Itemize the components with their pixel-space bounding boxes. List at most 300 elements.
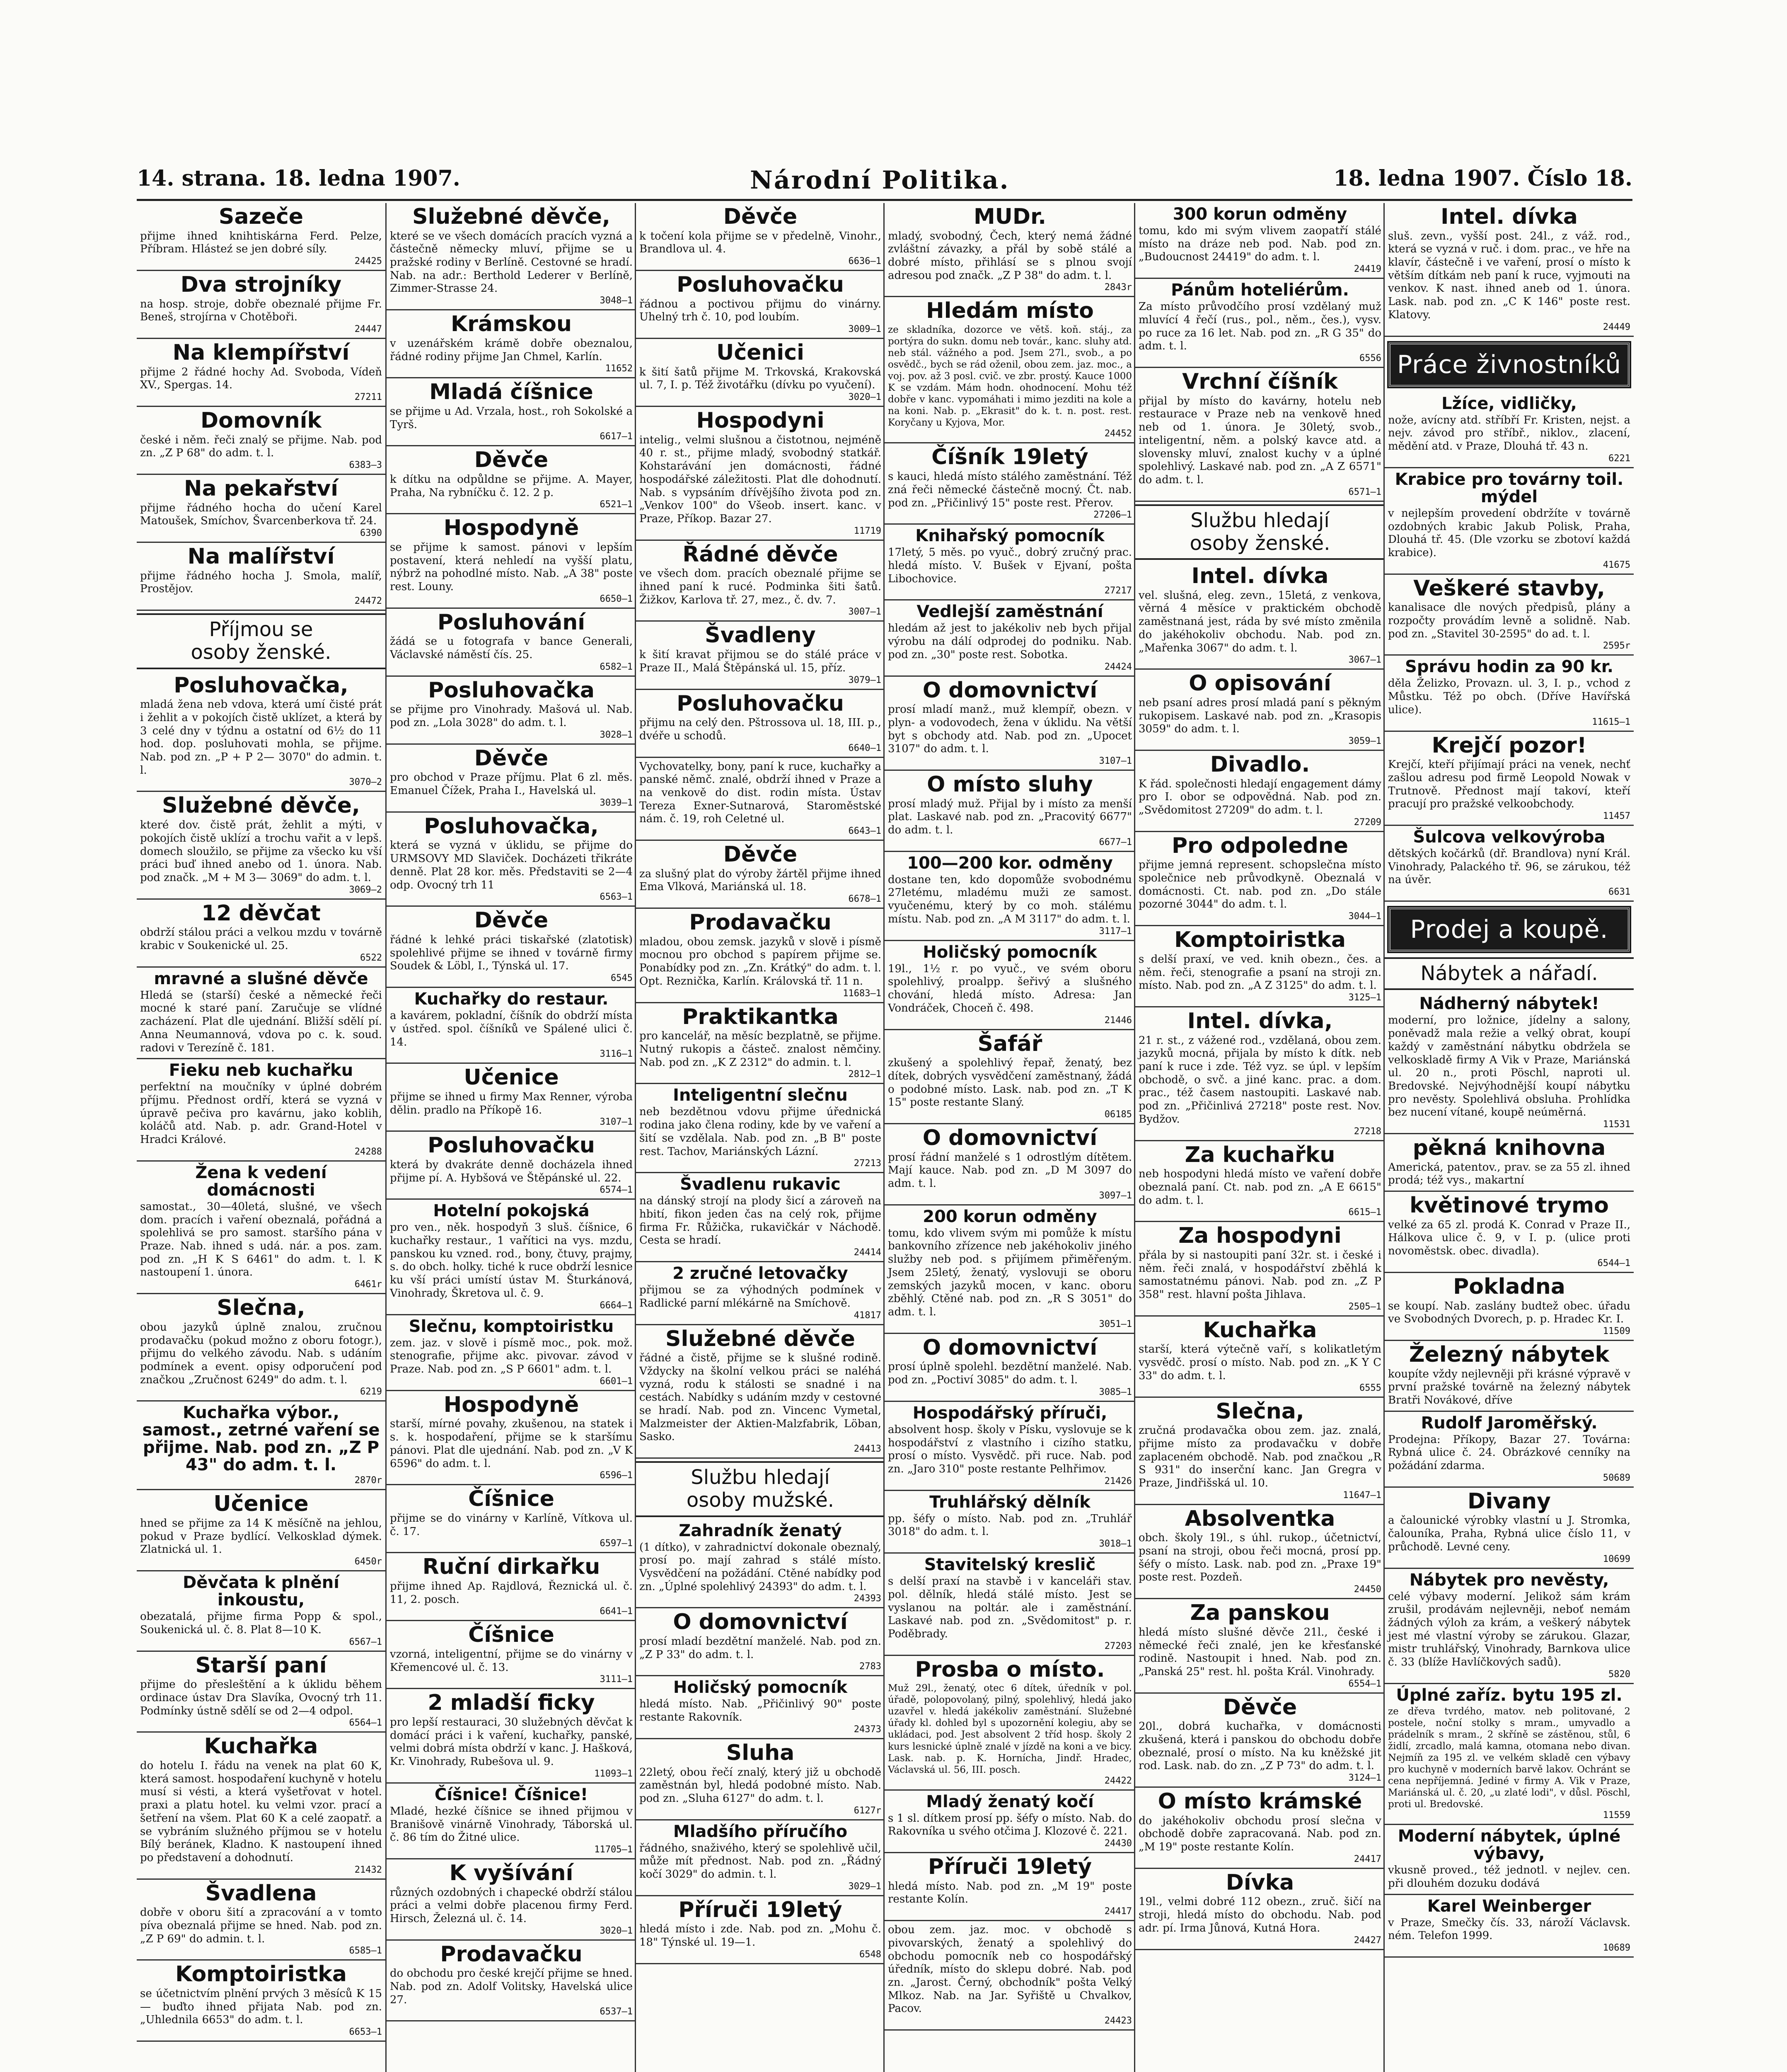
classified-ad: [1385, 1684, 1634, 1825]
ad-headline: Starší paní: [195, 1653, 327, 1678]
ad-reference-number: 3111—1: [600, 1674, 633, 1685]
ad-reference-number: 24423: [1104, 2016, 1132, 2026]
ad-reference-number: 2595r: [1603, 641, 1630, 651]
ad-text: starší, která výtečně vaří, s kolikatletým vysvědč. prosí o místo. Nab. pod zn. „K Y C 33" do adm. t. l.: [1139, 1343, 1381, 1382]
ad-reference-number: 24373: [854, 1724, 881, 1735]
classified-ad: [885, 525, 1135, 600]
classified-ad: [1135, 1398, 1385, 1505]
ad-text: vel. slušná, eleg. zevn., 15letá, z venkova, věrná 4 měsíce v praktickém obchodě zaměstnaná jest, ráda by své místo změnila do jakéhokoliv obchodu. Nab. pod zn. „Mařenka 3067" do adm. t. l.: [1139, 589, 1381, 654]
ad-headline: Děvče: [474, 448, 549, 473]
ad-reference-number: 3048—1: [600, 295, 633, 306]
ad-headline: Knihařský pomocník: [915, 526, 1105, 546]
ad-text: neb hospodyni hledá místo ve vaření dobře obeznalá paní. Ct. nab. pod zn. „A E 6615" do adm. t. l.: [1139, 1168, 1381, 1207]
ad-headline: Příruči 19letý: [678, 1897, 842, 1922]
classified-ad: [387, 514, 636, 608]
ad-headline: Praktikantka: [682, 1004, 839, 1029]
ad-headline: Hospodyni: [696, 408, 825, 433]
ad-text: ve všech dom. pracích obeznalé přijme se ihned paní k rucé. Podminka šiti šatů. Žižkov, Karlova tř. 27, mez., č. dv. 7.: [639, 567, 881, 606]
ad-reference-number: 3029—1: [848, 1881, 881, 1892]
ad-reference-number: 3020—1: [848, 392, 881, 403]
ad-headline: květinové trymo: [1410, 1193, 1609, 1218]
classified-ad: [387, 1485, 636, 1553]
ad-headline: Číšník 19letý: [931, 445, 1088, 470]
classified-ad: [885, 1656, 1135, 1791]
header-page-date: 14. strana. 18. ledna 1907.: [137, 166, 460, 191]
ad-text: do hotelu I. řádu na venek na plat 60 K, která samost. hospodaření kuchyně v hotelu musí si vésti, a která vyšetřovat v hotel. praxi a platu hotel. ku velmi vzor. prací a šetření na všem. Plat 60 K a celé zaopatř. a se vybráním služného příjmou se v hotelu Bílý beránek, Kladno. K nastoupení ihned po představení a dohodnutí.: [140, 1759, 382, 1864]
ad-text: přijme řádného hocha J. Smola, malíř, Prostějov.: [140, 569, 382, 595]
ad-text: se přijme u Ad. Vrzala, host., roh Sokolské a Tyrš.: [390, 405, 633, 431]
ad-reference-number: 6664—1: [600, 1300, 633, 1311]
classified-ad: [137, 1294, 385, 1402]
classified-ad: [885, 1491, 1135, 1554]
ad-reference-number: 3067—1: [1348, 655, 1381, 666]
ad-text: přijme se ihned u firmy Max Renner, výroba dělin. pradlo na Příkopě 16.: [390, 1090, 633, 1116]
ad-reference-number: 3116—1: [600, 1049, 633, 1060]
classified-ad: [636, 622, 885, 690]
ad-reference-number: 24447: [354, 324, 382, 335]
ad-text: dobře v oboru šití a zpracování a v tomto píva obeznalá přijme se hned. Nab. pod zn. „Z P 69" do admin. t. l.: [140, 1906, 382, 1945]
ad-text: nože, avícny atd. stříbří Fr. Kristen, nejst. a nejv. závod pro stříbř., niklov., zlacení, mědění atd. v Praze, Dlouhá tř. 43 n.: [1388, 414, 1630, 453]
classified-ad: [885, 852, 1135, 941]
ad-text: k dítku na odpůldne se přijme. A. Mayer, Praha, Na rybníčku č. 12. 2 p.: [390, 473, 633, 499]
ad-reference-number: 10699: [1603, 1554, 1630, 1564]
ad-text: k šití kravat přijmou se do stálé práce v Praze II., Malá Štěpánská ul. 15, příz.: [639, 649, 881, 674]
ad-headline: Dívka: [1226, 1870, 1294, 1895]
ad-reference-number: 41817: [854, 1310, 881, 1321]
classified-ad: [1385, 732, 1634, 826]
ad-text: prosí mladí manž., muž klempíř, obezn. v plyn- a vodovodech, žena v úklidu. Na větší byt s obchody atd. Nab. pod zn. „Upocet 3107" do adm. t. l.: [888, 703, 1132, 755]
ad-reference-number: 41675: [1603, 559, 1630, 570]
ad-reference-number: 24417: [1354, 1854, 1381, 1864]
ad-headline: Děvče: [723, 842, 798, 867]
ad-headline: Nádherný nábytek!: [1419, 994, 1599, 1014]
ad-text: prosí úplně spolehl. bezdětní manželé. Nab. pod zn. „Poctiví 3085" do adm. t. l.: [888, 1360, 1132, 1387]
classified-ad: [636, 541, 885, 622]
classified-ad: [1135, 670, 1385, 751]
ad-headline: Posluhovačka,: [174, 673, 348, 698]
ad-reference-number: 24288: [354, 1146, 382, 1157]
classified-ad: [636, 909, 885, 1003]
ad-text: hledá místo. Nab. „Přičinlivý 90" poste restante Rakovník.: [639, 1698, 881, 1724]
ad-text: 19l., 1½ r. po vyuč., ve svém oboru spolehlivý, proalpp. šeřivý a slušného chování, hledá místo. Adresa: Jan Vondráček, Choceň č. 498.: [888, 962, 1132, 1014]
classified-ad: [137, 1059, 385, 1162]
classified-ad: [636, 1325, 885, 1459]
ad-text: Mladé, hezké číšnice se ihned přijmou v Branišově vinárně Vinohrady, Táborská ul. č. 86 tím do Žitné ulice.: [390, 1805, 633, 1844]
ad-headline: Správu hodin za 90 kr.: [1405, 657, 1613, 677]
classified-ad: [137, 203, 385, 271]
classified-ad: [636, 339, 885, 407]
ad-headline: Za hospodyni: [1178, 1223, 1342, 1249]
ad-text: samostat., 30—40letá, slušné, ve všech dom. pracích i vaření obeznalá, pořádná a spolehlivá se pro samost. staršího pána v Praze. Nab. ihned s udá. nár. a pos. zam. pod zn. „H K S 6461" do adm. t. l. K nastoupení 1. února.: [140, 1200, 382, 1279]
ad-headline: Příruči 19letý: [928, 1854, 1092, 1880]
classified-ad: [387, 907, 636, 988]
ad-text: se přijme k samost. pánovi v lepším postavení, která nehledí na vyšší platu, nýbrž na pohodlné místo. Nab. „A 38" poste rest. Louny.: [390, 541, 633, 593]
ad-reference-number: 11093—1: [594, 1768, 633, 1779]
ad-headline: Holičský pomocník: [673, 1678, 848, 1697]
ad-reference-number: 21432: [354, 1864, 382, 1875]
column-3: [635, 203, 885, 2072]
ad-headline: Ruční dirkařku: [422, 1554, 600, 1580]
ad-text: perfektní na moučníky v úplné dobrém příjmu. Přednost ordří, která se vyzná v úpravě pečiva pro kavárnu, jako koblih, koláčů atd. Nab. p. adr. Grand-Hotel v Hradci Králové.: [140, 1081, 382, 1146]
classified-ad: [387, 1391, 636, 1485]
ad-text: celé výbavy moderní. Jelikož sám krám zrušil, prodávám nejlevněji, neboť nemám žádných výloh za krám, a veškerý nábytek jest mé vlastní výroby se zárukou. Glazar, mistr truhlářský, Vinohrady, Barnkova ulice č. 33 (blíže Havlíčkových sadů).: [1388, 1590, 1630, 1669]
classified-ad: [1135, 1317, 1385, 1398]
classified-ad: [387, 1621, 636, 1689]
ad-reference-number: 2812—1: [848, 1069, 881, 1080]
ad-headline: Děvče: [474, 908, 549, 933]
ad-text: přijal by místo do kavárny, hotelu neb restaurace v Praze neb na venkově hned neb od 1. února. Je 30letý, svob., inteligentní, něm. a polský kavce atd. a slovensky mluví, znalost kuchy v a úplné spolehlivý. Laskavé nab. pod zn. „A Z 6571" do adm. t. l.: [1139, 395, 1381, 486]
ad-text: k točení kola přijme se v předelně, Vinohr., Brandlova ul. 4.: [639, 230, 881, 256]
ad-reference-number: 6221: [1608, 453, 1630, 464]
ad-reference-number: 2843r: [1104, 282, 1132, 293]
section-heading: Službu hledají osoby ženské.: [1135, 504, 1385, 560]
classified-ad: [137, 1652, 385, 1733]
classified-ad: [636, 203, 885, 271]
ad-headline: Truhlářský dělník: [929, 1492, 1091, 1512]
ad-text: zručná prodavačka obou zem. jaz. znalá, přijme místo za prodavačku v dobře zaplaceném obchodě. Nab. pod značkou „R S 931" do inserční kanc. Jan Gregra v Praze, Jindřišská ul. 10.: [1139, 1424, 1381, 1489]
ad-text: která by dvakráte denně docházela ihned přijme pí. A. Hybšová ve Štěpánské ul. 22.: [390, 1158, 633, 1184]
ad-text: přijme řádného hocha do učení Karel Matoušek, Smíchov, Švarcenberkova tř. 24.: [140, 501, 382, 528]
classified-ad: [387, 310, 636, 378]
ad-text: obdrží stálou práci a velkou mzdu v továrně krabic v Soukenické ul. 25.: [140, 926, 382, 952]
ad-text: Americká, patentov., prav. se za 55 zl. ihned prodá; též vys., makartní: [1388, 1161, 1630, 1187]
ad-text: absolvent hosp. školy v Písku, vyslovuje se k hospodářství z vlastního i cizího statku, prosí o místo. Vysvědč. při ruce. Nab. pod zn. „Jaro 310" poste restante Pelhřimov.: [888, 1423, 1132, 1475]
ad-text: na hosp. stroje, dobře obeznalé přijme Fr. Beneš, strojírna v Chotěboři.: [140, 298, 382, 324]
ad-headline: Absolventka: [1185, 1506, 1335, 1531]
ad-headline: Intel. dívka: [1441, 204, 1578, 229]
ad-headline: Posluhovačka: [428, 678, 595, 703]
ad-reference-number: 24425: [354, 256, 382, 267]
header-issue: 18. ledna 1907. Číslo 18.: [1333, 166, 1632, 191]
classified-ad: [1135, 1007, 1385, 1141]
classified-ad: [137, 900, 385, 968]
ad-headline: O domovnictví: [922, 678, 1098, 703]
classified-ad: [1135, 926, 1385, 1007]
ad-text: zkušený a spolehlivý řepař, ženatý, bez dítek, dobrých vysvědčení zaměstnaný, žádá o podobné místo. Lask. nab. pod zn. „T K 15" poste restante Slaný.: [888, 1057, 1132, 1109]
ad-headline: Zahradník ženatý: [679, 1521, 842, 1540]
ad-headline: Řádné děvče: [682, 542, 838, 567]
ad-headline: Služebné děvče,: [412, 204, 610, 229]
ad-text: mladý, svobodný, Čech, který nemá žádné zvláštní závazky, a přál by sobě stálé a dobré místo, přihlásí se s plnou svojí adresou pod značk. „Z P 38" do adm. t. l.: [888, 230, 1132, 282]
classified-ad: [636, 271, 885, 339]
ad-headline: Domovník: [200, 408, 322, 433]
ad-headline: Železný nábytek: [1409, 1342, 1610, 1367]
ad-text: řádného, snaživého, který se spolehlivě učil, může mít přednost. Nab. pod zn. „Řádný kočí 3029" do admin. t. l.: [639, 1842, 881, 1881]
ad-text: sluš. zevn., vyšší post. 24l., z váž. rod., která se vyzná v ruč. i dom. prac., ve hře na klavír, částečně i ve vaření, prosí o místo k větším dítkám neb paní k ruce, vyjmouti na venkov. K nast. ihned aneb od 1. února. Lask. nab. pod zn. „C K 146" poste rest. Klatovy.: [1388, 230, 1630, 321]
ad-reference-number: 27209: [1354, 817, 1381, 828]
classified-ad: [1385, 826, 1634, 902]
ad-headline: Hledám místo: [926, 298, 1094, 324]
ad-text: 19l., velmi dobré 112 obezn., zruč. šičí na stroji, hledá místo do obchodu. Nab. pod adr. pí. Irma Jůnová, Kutná Hora.: [1139, 1895, 1381, 1934]
classified-ad: [1135, 1141, 1385, 1222]
ad-headline: Mladý ženatý kočí: [926, 1792, 1094, 1811]
ad-headline: Šafář: [977, 1031, 1042, 1056]
ad-text: K řád. společnosti hledají engagement dámy pro I. obor se odpovědná. Nab. pod zn. „Svědomitost 27209" do adm. t. l.: [1139, 777, 1381, 816]
ad-headline: Vedlejší zaměstnání: [916, 602, 1103, 622]
ad-headline: Učenice: [464, 1065, 559, 1090]
classified-ad: [636, 1003, 885, 1084]
classified-ad: [1385, 1412, 1634, 1488]
classified-ad: [1135, 751, 1385, 832]
ad-reference-number: 6548: [859, 1949, 881, 1960]
ad-reference-number: 11652: [605, 363, 633, 374]
classified-ad: [636, 1820, 885, 1896]
ad-headline: Učenice: [213, 1491, 309, 1517]
ad-text: koupíte vždy nejlevněji při krásné výpravě v první pražské továrně na železný nábytek Bratři Novákové, dříve: [1388, 1368, 1630, 1406]
ad-reference-number: 6555: [1359, 1382, 1381, 1393]
classified-ad: [1385, 468, 1634, 575]
newspaper-title: Národní Politika.: [750, 166, 1010, 195]
ad-reference-number: 6643—1: [848, 826, 881, 837]
classified-ad: [387, 1132, 636, 1200]
ad-reference-number: 27217: [1104, 586, 1132, 596]
ad-reference-number: 11509: [1603, 1326, 1630, 1336]
classified-ad: [636, 690, 885, 758]
ad-reference-number: 6544—1: [1597, 1258, 1630, 1268]
ad-text: Prodejna: Příkopy, Bazar 27. Továrna: Rybná ulice č. 24. Obrázkové cenníky na požádání zdarma.: [1388, 1433, 1630, 1472]
classified-ad: [885, 677, 1135, 771]
ad-headline: 200 korun odměny: [923, 1207, 1097, 1226]
ad-headline: pěkná knihovna: [1412, 1135, 1606, 1161]
ad-reference-number: 6585—1: [349, 1946, 382, 1956]
classified-ad: [137, 1402, 385, 1490]
ad-text: v Praze, Smečky čís. 33, nároží Václavsk. ném. Telefon 1999.: [1388, 1916, 1630, 1942]
ad-headline: Posluhovačka,: [424, 813, 599, 839]
ad-reference-number: 11719: [854, 525, 881, 536]
ad-headline: Stavitelský kreslič: [924, 1555, 1096, 1575]
ad-reference-number: 6615—1: [1348, 1207, 1381, 1218]
ad-headline: Intel. dívka: [1191, 564, 1329, 589]
ad-headline: Za kuchařku: [1185, 1142, 1335, 1167]
ad-text: 22letý, obou řečí znalý, který již u obchodě zaměstnán byl, hledá podobné místo. Nab. pod zn. „Sluha 6127" do adm. t. l.: [639, 1766, 881, 1805]
ad-text: hledá místo slušné děvče 21l., české i německé řeči znalé, jen ke křesťanské rodině. Nastoupit i hned. Nab. pod zn. „Panská 25" rest. hl. pošta Král. Vinohrady.: [1139, 1626, 1381, 1678]
ad-reference-number: 6563—1: [600, 892, 633, 903]
ad-reference-number: 3059—1: [1348, 736, 1381, 746]
ad-text: a čalounické výrobky vlastní u J. Stromka, čalouníka, Praha, Rybná ulice číslo 11, v průchodě. Levné ceny.: [1388, 1514, 1630, 1553]
classified-ad: [387, 1553, 636, 1621]
ad-reference-number: 24452: [1104, 428, 1132, 439]
ad-reference-number: 6641—1: [600, 1606, 633, 1617]
classified-ad: [387, 988, 636, 1064]
ad-reference-number: 6383—3: [349, 460, 382, 471]
ad-text: které se ve všech domácích pracích vyzná a částečně německy mluví, přijme se u pražské rodiny v Berlíně. Cestovné se hradí. Nab. na adr.: Berthold Lederer v Berlíně, Zimmer-Strasse 24.: [390, 230, 633, 295]
classified-ad: [137, 1733, 385, 1879]
ad-text: prosí mladý muž. Přijal by i místo za menší plat. Laskavé nab. pod zn. „Pracovitý 6677" do adm. t. l.: [888, 797, 1132, 837]
ad-reference-number: 3018—1: [1099, 1539, 1132, 1549]
ad-text: Muž 29l., ženatý, otec 6 dítek, úředník v pol. úřadě, polopovolaný, pilný, spolehlivý, hledá jako uzavřel v. hledá jakékoliv zaměstnání. Služebné úřady kl. dohled byl s upozornění kolegiu, aby se ukládaci, pod. Jest absolvent 2 tříd hosp. školy 2 kurs lesnické úplně znalé v jízdě na koni a ve bicy. Lask. nab. p. K. Hornícha, Jindř. Hradec, Václavská ul. 56, III. posch.: [888, 1683, 1132, 1775]
ad-headline: 2 zručné letovačky: [672, 1264, 848, 1283]
ad-text: a kavárem, pokladní, číšník do obdrží místa v ústřed. spol. číšníků ve Spálené ulici č. 14.: [390, 1009, 633, 1048]
ad-headline: Inteligentní slečnu: [673, 1086, 848, 1105]
ad-text: přijme do přesleštění a k úklidu během ordinace ústav Dra Slavíka, Ovocný trh 11. Podmínky ústně sdělí se od 2—4 odpol.: [140, 1678, 382, 1717]
ad-reference-number: 27211: [354, 392, 382, 403]
ad-text: (1 dítko), v zahradnictví dokonale obeznalý, prosí po. mají zahrad s stálé místo. Vysvědčení na požádání. Ctěné nabídky pod zn. „Úplné spolehlivý 24393" do adm. t. l.: [639, 1541, 881, 1593]
classified-ad: [636, 1739, 885, 1820]
ad-headline: Sluha: [726, 1740, 795, 1765]
ad-reference-number: 27206—1: [1093, 510, 1132, 520]
ad-reference-number: 6574—1: [600, 1185, 633, 1196]
classified-ad: [885, 1030, 1135, 1124]
ad-headline: Krejčí pozor!: [1432, 733, 1587, 758]
ad-text: s 1 sl. dítkem prosí pp. šéfy o místo. Nab. do Rakovníka u svého otčima J. Klozové č. 221.: [888, 1812, 1132, 1838]
ad-headline: Kuchařka: [1203, 1317, 1317, 1343]
ad-text: hledá místo i zde. Nab. pod zn. „Mohu č. 18" Týnské ul. 19—1.: [639, 1923, 881, 1949]
ad-text: moderní, pro ložnice, jídelny a salony, poněvadž mala režie a velký obrat, koupí každý v zaměstnání nábytku obdržela se velkoskladě firmy A Vik v Praze, Mariánská ul. 20 n., proti Pöschl, naproti ul. Bredovské. Nejvýhodnější koupí nábytku pro nevěsty. Spolehlivá obsluha. Prohlídka bez nucení vítané, koupě neúměrná.: [1388, 1014, 1630, 1119]
classified-ad: [1385, 1192, 1634, 1273]
classified-ad: [387, 813, 636, 907]
ad-text: 21 r. st., z vážené rod., vzdělaná, obou zem. jazyků mocná, přijala by místo k dítk. neb paní k ruce i zde. Též vyz. se úpl. v lepším obchodě, o svč. a jiné kanc. prac. a dom. prac., též časem nastoupiti. Laskavé nab. pod zn. „Přičinlivá 27218" poste rest. Nov. Bydžov.: [1139, 1034, 1381, 1126]
section-heading: Příjmou se osoby ženské.: [137, 613, 385, 669]
ad-text: se přijme pro Vinohrady. Mašová ul. Nab. pod zn. „Lola 3028" do adm. t. l.: [390, 703, 633, 729]
classified-ad: [137, 1880, 385, 1961]
ad-text: přijme ihned knihtiskárna Ferd. Pelze, Příbram. Hlásteź se jen dobré síly.: [140, 230, 382, 256]
ad-text: hned se přijme za 14 K měsíčně na jehlou, pokud v Praze bydlící. Velkosklad dýmek. Zlatnická ul. 1.: [140, 1517, 382, 1556]
ad-headline: Děvče: [474, 746, 549, 771]
classified-ad: [885, 203, 1135, 297]
ad-text: s kauci, hledá místo stálého zaměstnání. Též zná řeči německé částečně mocný. Čt. nab. pod zn. „Přičinlivý 15" poste rest. Přerov.: [888, 470, 1132, 509]
ad-text: obou zem. jaz. moc. v obchodě s pivovarských, ženatý a spolehlivý do obchodu pomocník neb co hospodářský úředník, místo do sklepu dobré. Nab. pod zn. „Jarost. Černý, obchodník" pošta Velký Mlkoz. Nab. na Jar. Syřiště u Chvalkov, Pacov.: [888, 1924, 1132, 2015]
ad-reference-number: 6640—1: [848, 743, 881, 753]
ad-headline: Děvče: [1223, 1694, 1297, 1720]
ad-headline: Lžíce, vidličky,: [1441, 394, 1577, 413]
ad-reference-number: 24449: [1603, 322, 1630, 332]
ad-text: pro obchod v Praze příjmu. Plat 6 zl. měs. Emanuel Čížek, Praha I., Havelská ul.: [390, 771, 633, 797]
ad-text: Krejčí, kteří přijímají práci na venek, nechť zašlou adresu pod firmě Leopold Nowak v Trutnově. Přednost mají takoví, kteří pracují pro pražské velkoobchody.: [1388, 758, 1630, 811]
classified-ad: [1135, 368, 1385, 502]
ad-headline: Děvče: [723, 204, 798, 229]
ad-reference-number: 6597—1: [600, 1538, 633, 1549]
ad-headline: Krámskou: [450, 312, 572, 337]
ad-headline: Číšnice! Číšnice!: [434, 1785, 588, 1804]
classified-ad: [387, 1200, 636, 1315]
section-banner: Prodej a koupě.: [1389, 908, 1630, 951]
ad-reference-number: 24430: [1104, 1838, 1132, 1849]
ad-headline: Na malířství: [187, 544, 335, 569]
ad-text: řádnou a poctivou přijmu do vinárny. Uhelný trh č. 10, pod loubím.: [639, 298, 881, 324]
ad-text: hledá místo. Nab. pod zn. „M 19" poste restante Kolín.: [888, 1880, 1132, 1906]
ad-text: obch. školy 19l., s úhl. rukop., účetnictví, psaní na stroji, obou řeči mocná, prosí pp. šéfy o místo. Lask. nab. pod zn. „Praxe 19" poste rest. Pozdeň.: [1139, 1532, 1381, 1584]
section-banner: Práce živnostníků: [1389, 343, 1630, 387]
classified-ad: [885, 1334, 1135, 1402]
classified-ad: [885, 1853, 1135, 1921]
ad-text: v nejlepším provedení obdržíte v továrně ozdobných krabic Jakub Polisk, Praha, Dlouhá tř. 45. (Dle vzorku se zbotoví každá krabice).: [1388, 507, 1630, 559]
ad-reference-number: 27213: [854, 1158, 881, 1169]
ad-text: neb bezdětnou vdovu přijme úřednická rodina jako člena rodiny, kde by ve vaření a šití se vzdělala. Nab. pod zn. „B B" poste rest. Tachov, Mariánských Lázní.: [639, 1106, 881, 1158]
column-2: [385, 203, 636, 2072]
ad-reference-number: 3039—1: [600, 797, 633, 808]
classified-ad: [387, 1859, 636, 1941]
ad-reference-number: 3009—1: [848, 324, 881, 335]
ad-headline: Děvčata k plnění inkoustu,: [183, 1573, 339, 1610]
ad-reference-number: 11559: [1603, 1810, 1630, 1821]
classified-ad: [1135, 562, 1385, 670]
classified-ad: [636, 841, 885, 909]
classified-ad: [1385, 203, 1634, 337]
ad-text: mladou, obou zemsk. jazyků v slově i písmě mocnou pro obchod s papírem přijme se. Ponabídky pod zn. „Zn. Krátký" do adm. t. l. Opt. Reznička, Karlín. Královská tř. 11 n.: [639, 935, 881, 988]
classified-ad: [1385, 1569, 1634, 1684]
ad-reference-number: 50689: [1603, 1472, 1630, 1483]
ad-headline: O domovnictví: [922, 1125, 1098, 1150]
ad-headline: Moderní nábytek, úplné výbavy,: [1398, 1827, 1621, 1864]
ad-reference-number: 3079—1: [848, 675, 881, 685]
ad-headline: Krabice pro továrny toil. mýdel: [1395, 470, 1624, 506]
ad-headline: Hospodyně: [443, 1392, 579, 1417]
ad-text: obezatalá, přijme firma Popp & spol., Soukenická ul. č. 8. Plat 8—10 K.: [140, 1610, 382, 1636]
ad-text: 20l., dobrá kuchařka, v domácnosti zkušená, která i panskou do obchodu dobře obeznalé, prosí o místo. Na ku kněžské jit rod. Lask. nab. do zn. „Z P 73" do adm. t. l.: [1139, 1720, 1381, 1772]
ad-reference-number: 6677—1: [1099, 837, 1132, 847]
ad-text: intelig., velmi slušnou a čistotnou, nejméně 40 r. st., přijme mladý, svobodný statkář. Kohstarávání jen domácnosti, řádné hospodářské záležitosti. Plat dle dohodnutí. Nab. s vypsáním dřívějšího života pod zn. „Venkov 100" do Všeob. insert. kanc. v Praze, Příkop. Bazar 27.: [639, 433, 881, 525]
classified-ad: [1385, 992, 1634, 1134]
column-5: [1134, 203, 1385, 2072]
ad-headline: Učenici: [716, 340, 804, 366]
classified-ad: [885, 941, 1135, 1030]
ad-text: dostane ten, kdo dopomůže svobodnému 27letému, mladému muži ze samost. vyučenému, který by co moh. stálému místu. Nab. pod zn. „A M 3117" do adm. t. l.: [888, 873, 1132, 925]
ad-reference-number: 6650—1: [600, 593, 633, 604]
ad-reference-number: 2870r: [354, 1475, 382, 1486]
classified-ad: [137, 1490, 385, 1571]
ad-headline: Hospodářský příruči,: [912, 1403, 1108, 1423]
column-1: [137, 203, 385, 2072]
ad-headline: Dva strojníky: [180, 272, 342, 298]
classifieds-page: [137, 203, 1632, 2072]
classified-ad: [387, 378, 636, 446]
ad-reference-number: 6653—1: [349, 2027, 382, 2038]
ad-text: ze skladníka, dozorce ve větš. koň. stáj., za portýra do sukn. domu neb továr., kanc. sluhy atd. neb stál. vážného a pod. Jsem 27l., svob., a po osvědč., bych se rád oženil, obou zem. jaz. moc., a voj. pov. až 3 posl. cvič. ve zbr. prostý. Kauce 1000 K se vzdám. Mám hodn. ohodnocení. Mohu též dobře v kanc. vypomáhati i mimo jezditi na kole a na koni. Nab. p. „Ekrasit" do k. t. n. post. rest. Koryčany u Kyjova, Mor.: [888, 324, 1132, 428]
ad-headline: Posluhovačku: [677, 691, 844, 716]
ad-text: ze dřeva tvrdého, matov. neb politované, 2 postele, noční stolky s mram., umyvadlo a prádelník s mram., 2 skříně se zástěnou, stůl, 6 židlí, zrcadlo, malá kamna, otomana nebo divan. Nejmíň za 195 zl. ve velkém skladě cen výbavy pro kuchyně v moderních barvě lakov. Ochránt se cena nepříjemná. Jediné v firmy A. Vik v Praze, Mariánská ul. č. 20, „u zlaté lodi", v důsl. Pöschl, proti ul. Bredovské.: [1388, 1706, 1630, 1810]
ad-headline: Kuchařky do restaur.: [414, 990, 609, 1009]
ad-text: pro ven., něk. hospodyň 3 sluš. číšnice, 6 kuchařky restaur., 1 vařítici na vys. mzdu, panskou ku vzned. rod., bony, čtuvy, prajmy, s. do obch. holky. tiché k ruce obdrží lesnice ku vší práci umístí ústav M. Šturkánová, Vinohrady, Škretova ul. č. 9.: [390, 1221, 633, 1300]
ad-headline: Hospodyně: [443, 516, 579, 541]
ad-text: které dov. čistě prát, žehlit a mýti, v pokojích čistě uklízí a trochu vařit a v lepš. domech sloužilo, se přijme za všecko ku vší práci buď ihned anebo od 1. února. Nab. pod značk. „M + M 3— 3069" do adm. t. l.: [140, 819, 382, 884]
ad-headline: Pánům hoteliérům.: [1171, 281, 1349, 300]
ad-text: české i něm. řeči znalý se přijme. Nab. pod zn. „Z P 68" do adm. t. l.: [140, 433, 382, 460]
classified-ad: [885, 297, 1135, 443]
ad-text: do obchodu pro české krejčí přijme se hned. Nab. pod zn. Adolf Volitsky, Havelská ulice 27.: [390, 1967, 633, 2006]
classified-ad: [885, 600, 1135, 676]
ad-headline: Sazeče: [218, 204, 304, 229]
classified-ad: [137, 1961, 385, 2042]
classified-ad: [1385, 1825, 1634, 1895]
classified-ad: [1135, 203, 1385, 279]
ad-reference-number: 6567—1: [349, 1636, 382, 1647]
ad-headline: 300 korun odměny: [1173, 205, 1347, 224]
ad-text: se účetnictvím plnění prvých 3 měsíců K 15— buďto ihned přijata Nab. pod zn. „Uhlednila 6653" do adm. t. l.: [140, 1987, 382, 2026]
ad-text: řádné k lehké práci tiskařské (zlatotisk) spolehlivé přijme se ihned v továrně firmy Soudek & Löbl, I., Týnská ul. 17.: [390, 933, 633, 973]
ad-text: děla Želizko, Provazn. ul. 3, I. p., vchod z Můstku. Též po obch. (Dříve Havířská ulice).: [1388, 677, 1630, 716]
classified-ad: [387, 1064, 636, 1132]
ad-headline: Švadleny: [705, 623, 816, 648]
ad-reference-number: 11705—1: [594, 1844, 633, 1855]
classified-ad: [1385, 575, 1634, 656]
ad-headline: Prodavačku: [689, 910, 832, 935]
ad-reference-number: 24424: [1104, 661, 1132, 672]
classified-ad: [1385, 656, 1634, 731]
classified-ad: [387, 677, 636, 745]
ad-reference-number: 11531: [1603, 1119, 1630, 1130]
ad-text: Hledá se (starší) české a německé řeči mocné k staré paní. Zaručuje se vlídné zacházení. Plat dle ujednání. Bližší sdělí pí. Anna Neumannová, vdova po c. k. soud. radovi v Terezíně č. 181.: [140, 989, 382, 1054]
ad-headline: O místo krámské: [1158, 1789, 1362, 1814]
ad-reference-number: 3007—1: [848, 607, 881, 617]
ad-text: prosí řádní manželé s 1 odrostlým dítětem. Mají kauce. Nab. pod zn. „D M 3097 do adm. t. l.: [888, 1151, 1132, 1190]
ad-headline: Služebné děvče,: [162, 793, 360, 818]
classified-ad: [636, 1084, 885, 1173]
classified-ad: [885, 1124, 1135, 1205]
ad-headline: Prosba o místo.: [915, 1657, 1105, 1682]
ad-text: různých ozdobných i chapecké obdrží stálou práci a velmi dobře placenou firmy Ferd. Hirsch, Železná ul. č. 14.: [390, 1886, 633, 1925]
ad-reference-number: 6564—1: [349, 1718, 382, 1728]
ad-reference-number: 21446: [1104, 1015, 1132, 1026]
